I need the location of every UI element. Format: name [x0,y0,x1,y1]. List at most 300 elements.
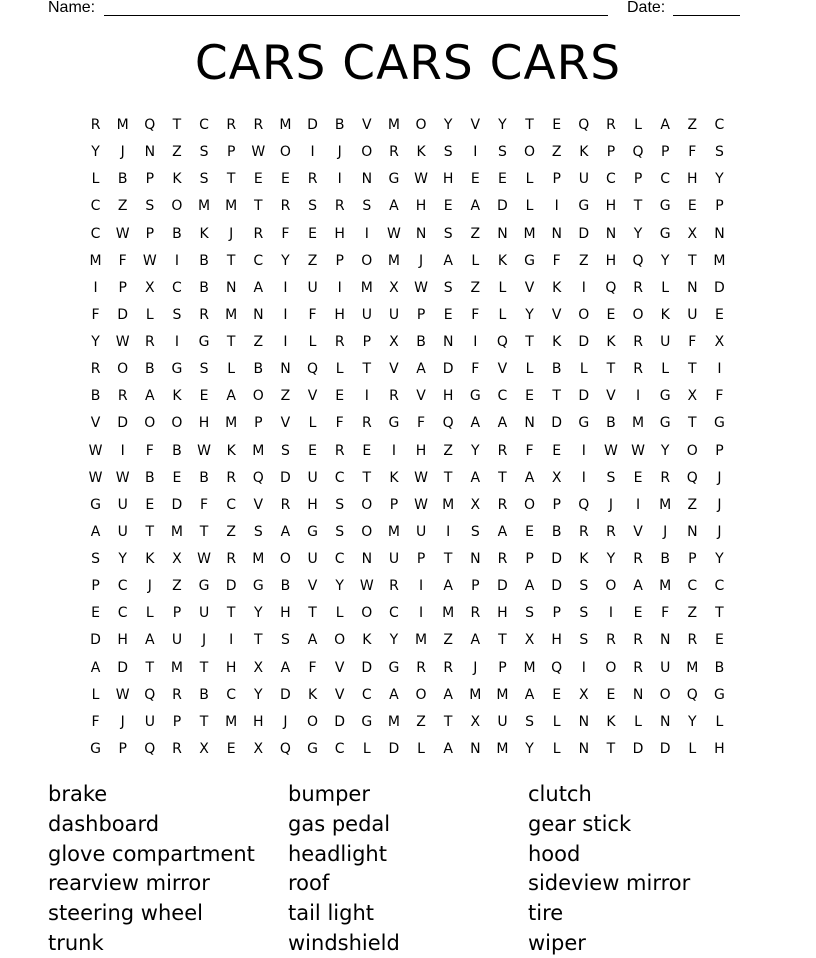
grid-letter: M [170,523,183,540]
grid-letter: D [90,632,101,649]
word-list-item: roof [288,871,330,896]
grid-letter: P [688,551,697,568]
grid-letter: T [308,605,317,622]
grid-letter: V [524,279,535,296]
grid-letter: L [634,713,642,730]
grid-letter: F [335,415,344,432]
grid-letter: H [253,713,264,730]
grid-letter: H [605,198,617,215]
grid-letter: G [90,496,101,513]
grid-letter: R [606,632,616,649]
grid-letter: R [633,551,643,568]
grid-letter: T [226,605,236,622]
grid-letter: L [661,361,670,378]
word-list-item: tire [528,901,564,926]
grid-letter: B [551,523,562,540]
grid-letter: M [523,225,536,242]
grid-row [82,329,733,356]
grid-letter: D [388,740,400,757]
grid-letter: T [606,361,616,378]
grid-letter: A [226,388,236,405]
grid-letter: H [442,171,454,188]
grid-letter: Q [496,334,508,351]
grid-letter: M [496,686,509,703]
grid-letter: L [552,713,561,730]
word-list [48,779,788,958]
grid-letter: S [199,171,209,188]
grid-letter: U [117,523,128,540]
grid-letter: P [335,252,344,269]
grid-letter: W [414,496,428,513]
grid-letter: U [307,469,318,486]
grid-letter: X [253,740,264,757]
grid-letter: C [389,605,399,622]
grid-letter: L [308,415,317,432]
grid-letter: R [307,171,318,188]
grid-letter: N [253,306,264,323]
grid-letter: K [579,551,589,568]
grid-letter: D [117,306,129,323]
grid-letter: M [387,523,400,540]
grid-row [82,627,733,654]
grid-letter: L [634,117,642,134]
grid-letter: C [334,740,345,757]
grid-letter: A [253,279,264,296]
grid-letter: P [118,279,127,296]
grid-row [82,410,733,437]
grid-letter: Z [280,388,291,405]
grid-row [82,302,733,329]
grid-letter: R [199,306,209,323]
grid-letter: C [199,117,209,134]
grid-row [82,709,733,736]
grid-letter: R [90,117,101,134]
grid-letter: M [387,713,400,730]
grid-letter: I [581,659,586,676]
grid-letter: R [578,523,589,540]
grid-letter: P [633,171,643,188]
grid-letter: M [360,279,373,296]
grid-letter: O [361,523,373,540]
grid-letter: F [715,388,724,405]
grid-letter: U [307,279,318,296]
grid-letter: P [416,551,426,568]
grid-letter: B [199,252,209,269]
grid-letter: D [497,578,508,595]
grid-letter: O [361,252,373,269]
grid-letter: D [171,496,183,513]
grid-letter: W [88,469,103,486]
grid-letter: N [605,225,617,242]
grid-letter: M [632,415,645,432]
word-list-item: wiper [528,930,586,955]
grid-letter: L [552,740,561,757]
grid-letter: N [470,551,481,568]
grid-letter: M [198,198,211,215]
grid-letter: C [117,578,128,595]
grid-letter: Z [226,523,236,540]
grid-letter: W [604,442,618,459]
grid-letter: T [199,713,209,730]
grid-letter: K [606,334,616,351]
grid-row [82,112,733,139]
grid-letter: E [552,442,562,459]
grid-letter: D [714,279,725,296]
grid-letter: P [118,740,127,757]
grid-letter: E [145,496,155,513]
grid-letter: G [198,578,210,595]
grid-letter: Y [254,605,263,622]
word-list-item: dashboard [48,811,160,836]
grid-letter: C [361,686,372,703]
grid-letter: X [524,632,535,649]
grid-letter: K [416,144,426,161]
grid-letter: U [117,496,128,513]
grid-letter: D [578,334,590,351]
grid-letter: Q [551,659,563,676]
grid-letter: I [418,605,424,622]
grid-letter: H [117,632,128,649]
grid-letter: Y [254,686,263,703]
grid-letter: G [714,686,725,703]
grid-letter: Z [579,252,589,269]
date-label: Date: [627,0,666,16]
word-list-item: trunk [48,930,104,955]
grid-letter: B [253,361,264,378]
grid-letter: O [361,605,373,622]
grid-letter: A [443,686,453,703]
grid-letter: M [442,605,455,622]
grid-letter: L [525,361,534,378]
grid-letter: E [362,442,372,459]
grid-letter: B [90,388,101,405]
grid-letter: H [687,171,698,188]
grid-letter: P [226,144,236,161]
grid-letter: Z [470,225,481,242]
grid-letter: S [470,523,480,540]
grid-letter: O [117,361,129,378]
grid-letter: H [714,740,725,757]
grid-letter: U [388,551,400,568]
grid-letter: S [525,713,534,730]
grid-letter: M [713,252,726,269]
grid-letter: R [117,388,128,405]
grid-letter: M [225,415,238,432]
grid-letter: P [471,578,480,595]
grid-letter: D [280,686,291,703]
grid-letter: E [715,306,724,323]
grid-row [82,573,733,600]
grid-letter: M [89,252,102,269]
grid-letter: K [552,279,562,296]
grid-letter: I [283,334,288,351]
grid-letter: N [280,361,291,378]
grid-letter: X [389,334,399,351]
grid-letter: A [470,469,481,486]
grid-row [82,600,733,627]
grid-letter: G [90,740,101,757]
grid-letter: Y [281,252,290,269]
grid-letter: V [307,388,318,405]
grid-letter: E [525,388,534,405]
grid-letter: N [225,279,237,296]
grid-letter: D [578,225,590,242]
grid-letter: G [307,523,318,540]
grid-letter: I [446,523,451,540]
grid-letter: A [389,686,399,703]
grid-row [82,465,733,492]
grid-letter: I [229,632,234,649]
grid-letter: R [606,523,616,540]
grid-letter: V [334,659,345,676]
grid-letter: U [388,306,400,323]
grid-letter: A [145,388,155,405]
grid-letter: I [120,442,125,459]
grid-letter: Y [335,578,344,595]
grid-letter: Y [660,442,670,459]
grid-letter: I [635,496,641,513]
grid-letter: P [660,144,670,161]
grid-letter: G [714,415,725,432]
grid-letter: W [142,252,157,269]
grid-letter: B [416,334,426,351]
grid-letter: N [144,144,156,161]
grid-letter: S [335,496,345,513]
grid-letter: M [469,686,482,703]
grid-letter: R [172,686,182,703]
grid-letter: P [525,551,534,568]
grid-letter: G [307,740,318,757]
grid-letter: C [687,578,698,595]
grid-letter: R [497,442,508,459]
grid-letter: N [687,279,698,296]
grid-letter: M [496,740,509,757]
grid-letter: F [200,496,209,513]
grid-letter: G [578,415,590,432]
grid-letter: G [171,361,183,378]
grid-letter: T [254,632,263,649]
grid-letter: P [145,225,155,242]
grid-letter: N [632,686,644,703]
grid-letter: Y [715,551,724,568]
grid-letter: F [281,225,290,242]
word-list-item: bumper [288,782,370,806]
grid-letter: G [388,659,400,676]
grid-letter: E [606,686,616,703]
grid-letter: F [688,334,697,351]
grid-letter: W [359,578,374,595]
grid-letter: I [473,144,478,161]
grid-letter: D [361,659,373,676]
grid-letter: K [362,632,372,649]
grid-letter: V [497,361,508,378]
grid-letter: A [524,686,535,703]
grid-letter: U [687,306,698,323]
name-label: Name: [48,0,96,16]
grid-letter: D [497,198,508,215]
grid-letter: R [226,117,237,134]
grid-letter: I [473,334,478,351]
grid-letter: T [552,388,561,405]
grid-letter: B [145,361,155,378]
name-blank-line [104,15,608,16]
grid-letter: X [687,225,698,242]
grid-letter: R [633,361,643,378]
grid-letter: S [606,469,616,486]
word-list-item: tail light [288,901,374,926]
grid-letter: W [251,144,266,161]
grid-letter: K [552,334,562,351]
grid-letter: B [199,686,209,703]
grid-letter: Z [443,632,453,649]
grid-letter: O [361,144,373,161]
grid-letter: A [497,415,508,432]
grid-letter: K [199,225,209,242]
grid-letter: R [470,605,481,622]
grid-letter: L [417,740,425,757]
grid-letter: U [578,171,589,188]
grid-row [82,736,733,763]
grid-row [82,655,733,682]
grid-letter: R [90,361,101,378]
word-list-item: clutch [528,782,592,806]
word-list-item: rearview mirror [48,871,210,896]
grid-letter: E [606,306,616,323]
grid-letter: O [279,551,291,568]
grid-letter: M [279,117,292,134]
grid-letter: K [579,144,589,161]
grid-letter: Z [687,117,698,134]
grid-letter: N [578,740,590,757]
grid-letter: T [226,171,236,188]
grid-letter: F [91,713,100,730]
grid-letter: X [470,496,481,513]
grid-letter: R [144,334,155,351]
grid-letter: U [497,713,508,730]
word-list-item: brake [48,782,108,806]
grid-letter: R [389,144,399,161]
grid-letter: W [197,442,211,459]
grid-letter: B [199,469,209,486]
grid-letter: R [687,632,698,649]
grid-letter: M [170,659,183,676]
grid-letter: N [578,713,590,730]
grid-letter: S [253,523,263,540]
grid-letter: N [415,225,427,242]
grid-letter: Q [632,144,644,161]
grid-letter: G [252,578,264,595]
grid-letter: Q [307,361,319,378]
grid-letter: O [279,144,291,161]
grid-letter: T [172,117,182,134]
grid-letter: K [172,388,182,405]
grid-letter: P [91,578,100,595]
grid-row [82,519,733,546]
grid-letter: W [414,469,428,486]
grid-letter: K [660,306,670,323]
word-list-item: steering wheel [48,901,203,926]
grid-letter: F [471,306,480,323]
grid-letter: H [198,415,210,432]
grid-letter: L [579,361,588,378]
grid-letter: O [252,388,264,405]
grid-letter: Z [551,144,562,161]
grid-letter: S [579,632,589,649]
grid-letter: Q [578,117,590,134]
grid-letter: D [307,117,318,134]
grid-letter: P [715,198,724,215]
grid-letter: R [280,496,291,513]
grid-letter: M [686,659,699,676]
grid-letter: G [659,198,671,215]
grid-letter: I [364,225,369,242]
grid-letter: B [660,551,670,568]
grid-letter: U [198,605,210,622]
grid-letter: T [443,713,453,730]
grid-letter: R [361,415,372,432]
grid-letter: L [715,713,724,730]
grid-letter: F [661,605,670,622]
grid-letter: O [415,686,427,703]
grid-letter: Y [118,551,127,568]
grid-letter: T [362,361,372,378]
grid-letter: E [226,740,236,757]
grid-letter: T [226,252,236,269]
grid-row [82,492,733,519]
grid-letter: I [717,361,722,378]
grid-letter: Q [144,740,156,757]
grid-letter: E [172,469,182,486]
grid-letter: Q [686,469,698,486]
grid-letter: R [660,469,671,486]
grid-letter: H [442,388,454,405]
grid-letter: P [416,306,426,323]
grid-letter: U [660,659,671,676]
grid-letter: I [608,605,613,622]
grid-row [82,356,733,383]
grid-letter: H [497,605,508,622]
grid-letter: T [525,334,534,351]
grid-letter: S [199,361,209,378]
grid-letter: W [115,225,130,242]
grid-letter: T [254,198,263,215]
grid-letter: V [334,686,345,703]
grid-letter: L [145,306,154,323]
grid-letter: Q [144,117,156,134]
grid-letter: R [253,225,264,242]
grid-letter: O [361,496,373,513]
grid-row [82,193,733,220]
grid-letter: O [605,659,617,676]
grid-letter: P [552,171,561,188]
grid-letter: J [147,578,152,595]
grid-letter: E [715,632,724,649]
grid-letter: A [280,523,291,540]
grid-letter: T [443,469,453,486]
date-blank-line [673,15,740,16]
grid-letter: R [280,198,291,215]
word-list-item: gas pedal [288,811,391,836]
grid-letter: G [578,198,590,215]
grid-letter: K [172,171,182,188]
grid-letter: P [552,496,561,513]
grid-letter: D [659,740,671,757]
grid-letter: V [606,388,616,405]
grid-row [82,383,733,410]
grid-letter: L [471,252,480,269]
grid-row [82,166,733,193]
grid-letter: L [91,171,100,188]
